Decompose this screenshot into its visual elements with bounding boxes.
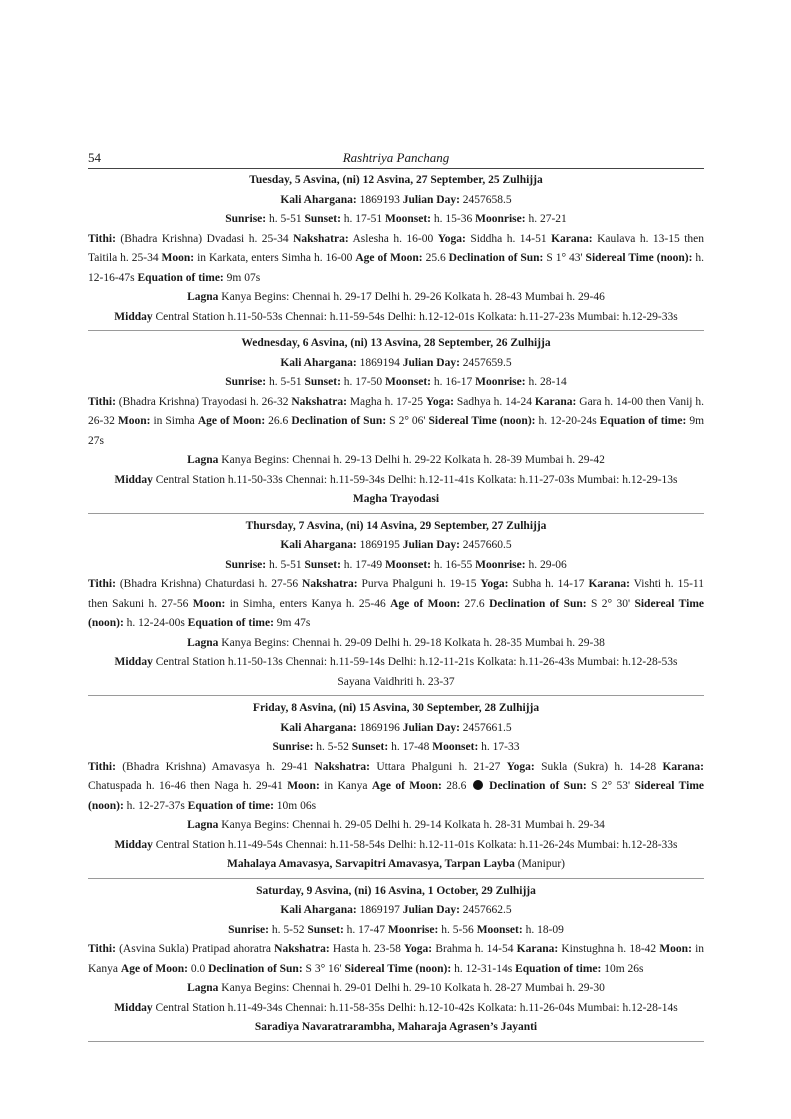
- lagna-text: Kanya Begins: Chennai h. 29-17 Delhi h. 29-26 Kolkata h. 28-43 Mumbai h. 29-46: [218, 291, 605, 303]
- julian-label: Julian Day:: [402, 904, 460, 916]
- midday-label: Midday: [114, 1001, 153, 1014]
- festival-name: Magha Trayodasi: [352, 493, 440, 505]
- sun-moon-label: Moonset:: [385, 376, 431, 388]
- sun-moon-value: h. 17-50: [340, 376, 385, 388]
- sun-moon-line: [88, 921, 704, 941]
- lagna-line: [88, 816, 704, 836]
- sun-moon-value: h. 17-48: [388, 741, 433, 753]
- detail-label: Karana:: [551, 232, 593, 245]
- sun-moon-label: Sunset:: [307, 923, 344, 936]
- sun-moon-label: Sunset:: [351, 741, 389, 753]
- sun-moon-label: Moonrise:: [475, 558, 526, 571]
- detail-label: Age of Moon:: [120, 962, 188, 975]
- detail-label: Tithi:: [88, 232, 116, 245]
- sun-moon-value: h. 29-06: [525, 558, 567, 571]
- detail-label: Sidereal Time (noon):: [428, 415, 536, 427]
- kali-label: Kali Ahargana:: [280, 904, 357, 916]
- lagna-label: Lagna: [187, 982, 219, 994]
- detail-label: Moon:: [659, 943, 692, 955]
- julian-value: 2457659.5: [459, 356, 512, 369]
- lagna-text: Kanya Begins: Chennai h. 29-13 Delhi h. 29-22 Kolkata h. 28-39 Mumbai h. 29-42: [218, 454, 605, 466]
- sun-moon-label: Moonset:: [385, 213, 431, 225]
- kali-label: Kali Ahargana:: [280, 193, 357, 206]
- sun-moon-label: Moonrise:: [387, 923, 439, 936]
- details-paragraph: Tithi: (Bhadra Krishna) Dvadasi h. 25-34 Nakshatra: Aslesha h. 16-00 Yoga: Siddha h. 14-51 Karana: Kaulava h. 13-15 then Taitila h. 25-34 Moon: in Karkata, enters Simha h. 16-00 Age of Moon: 25.6 Declination of Sun: S 1° 43' Sidereal Time (noon): h. 12-16-47s Equation of time: 9m 07s: [88, 232, 705, 284]
- detail-label: Tithi:: [88, 395, 116, 408]
- festival-line: [88, 673, 704, 693]
- sun-moon-value: h. 17-33: [478, 741, 520, 753]
- sun-moon-label: Moonrise:: [475, 213, 526, 225]
- midday-line: [88, 836, 704, 856]
- detail-label: Declination of Sun:: [448, 252, 544, 264]
- lagna-text: Kanya Begins: Chennai h. 29-05 Delhi h. 29-14 Kolkata h. 28-31 Mumbai h. 29-34: [218, 819, 605, 831]
- detail-label: Nakshatra:: [291, 395, 347, 408]
- sun-moon-label: Sunrise:: [225, 213, 267, 225]
- lagna-line: [88, 634, 704, 654]
- kali-julian-line: [88, 354, 704, 374]
- day-title: Tuesday, 5 Asvina, (ni) 12 Asvina, 27 September, 25 Zulhijja: [249, 174, 543, 186]
- detail-label: Moon:: [161, 252, 195, 264]
- julian-value: 2457658.5: [459, 193, 512, 206]
- detail-label: Sidereal Time (noon):: [585, 252, 693, 264]
- festival-line: [88, 855, 704, 875]
- lagna-text: Kanya Begins: Chennai h. 29-09 Delhi h. 29-18 Kolkata h. 28-35 Mumbai h. 29-38: [218, 636, 605, 649]
- day-entries: [88, 171, 704, 1045]
- lagna-line: [88, 288, 704, 308]
- lagna-line: [88, 979, 704, 999]
- sun-moon-label: Sunset:: [304, 376, 341, 388]
- sun-moon-value: h. 16-55: [431, 558, 476, 571]
- detail-label: Nakshatra:: [314, 760, 371, 773]
- day-entry: [88, 882, 704, 1042]
- sun-moon-label: Moonset:: [476, 923, 523, 936]
- kali-value: 1869196: [356, 721, 403, 734]
- day-title: Thursday, 7 Asvina, (ni) 14 Asvina, 29 September, 27 Zulhijja: [245, 519, 547, 532]
- detail-label: Karana:: [662, 760, 705, 773]
- day-entry: [88, 699, 704, 879]
- sun-moon-label: Sunset:: [304, 213, 341, 225]
- sun-moon-value: h. 15-36: [431, 213, 476, 225]
- julian-label: Julian Day:: [402, 539, 460, 551]
- detail-label: Nakshatra:: [274, 943, 330, 955]
- midday-text: Central Station h.11-49-54s Chennai: h.11-58-54s Delhi: h.12-11-01s Kolkata: h.11-26-24s Mumbai: h.12-28-33s: [152, 838, 678, 851]
- midday-label: Midday: [114, 838, 153, 851]
- sun-moon-value: h. 5-56: [438, 923, 477, 936]
- julian-value: 2457661.5: [459, 721, 512, 734]
- new-moon-icon: [473, 780, 483, 790]
- lagna-line: [88, 451, 704, 471]
- festival-line: [88, 1018, 704, 1038]
- page-number: 54: [88, 150, 101, 165]
- sun-moon-line: [88, 738, 704, 758]
- midday-text: Central Station h.11-50-13s Chennai: h.11-59-14s Delhi: h.12-11-21s Kolkata: h.11-26-43s Mumbai: h.12-28-53s: [152, 656, 678, 668]
- sun-moon-label: Sunrise:: [272, 741, 314, 753]
- midday-line: [88, 308, 704, 328]
- sun-moon-label: Sunrise:: [225, 376, 267, 388]
- details-paragraph: Tithi: (Bhadra Krishna) Chaturdasi h. 27-56 Nakshatra: Purva Phalguni h. 19-15 Yoga: Subha h. 14-17 Karana: Vishti h. 15-11 then Sakuni h. 27-56 Moon: in Simha, enters Kanya h. 25-46 Age of Moon: 27.6 Declination of Sun: S 2° 30' Sidereal Time (noon): h. 12-24-00s Equation of time: 9m 47s: [88, 578, 705, 629]
- kali-julian-line: [88, 901, 704, 921]
- detail-label: Yoga:: [506, 760, 535, 773]
- sun-moon-value: h. 18-09: [522, 923, 564, 936]
- sun-moon-value: h. 16-17: [431, 376, 476, 388]
- detail-label: Declination of Sun:: [208, 962, 303, 975]
- lagna-text: Kanya Begins: Chennai h. 29-01 Delhi h. 29-10 Kolkata h. 28-27 Mumbai h. 29-30: [218, 982, 605, 994]
- sun-moon-line: [88, 556, 704, 576]
- sun-moon-label: Sunset:: [304, 558, 341, 571]
- festival-name: Saradiya Navaratrarambha, Maharaja Agrasen’s Jayanti: [254, 1021, 538, 1033]
- detail-label: Sidereal Time (noon):: [88, 780, 705, 812]
- day-entry: [88, 171, 704, 331]
- detail-label: Equation of time:: [515, 962, 602, 975]
- details-paragraph: Tithi: (Bhadra Krishna) Amavasya h. 29-41 Nakshatra: Uttara Phalguni h. 21-27 Yoga: Sukla (Sukra) h. 14-28 Karana: Chatuspada h. 16-46 then Naga h. 29-41 Moon: in Kanya Age of Moon: 28.6 Declination of Sun: S 2° 53' Sidereal Time (noon): h. 12-27-37s Equation of time: 10m 06s: [88, 760, 705, 812]
- detail-label: Tithi:: [88, 943, 116, 955]
- detail-label: Nakshatra:: [302, 578, 358, 590]
- festival-line: [88, 490, 704, 510]
- midday-text: Central Station h.11-50-53s Chennai: h.11-59-54s Delhi: h.12-12-01s Kolkata: h.11-27-23s Mumbai: h.12-29-33s: [152, 310, 678, 323]
- lagna-label: Lagna: [187, 819, 219, 831]
- day-entry: [88, 517, 704, 697]
- detail-label: Yoga:: [437, 232, 466, 245]
- sun-moon-value: h. 5-51: [266, 213, 305, 225]
- detail-label: Karana:: [516, 943, 559, 955]
- sun-moon-value: h. 27-21: [525, 213, 567, 225]
- page-header: [88, 150, 704, 169]
- detail-label: Sidereal Time (noon):: [344, 962, 452, 975]
- julian-label: Julian Day:: [402, 193, 460, 206]
- kali-label: Kali Ahargana:: [280, 356, 357, 369]
- midday-label: Midday: [114, 473, 153, 486]
- sun-moon-line: [88, 210, 704, 230]
- sun-moon-label: Moonset:: [432, 741, 479, 753]
- running-title: Rashtriya Panchang: [342, 150, 450, 165]
- midday-text: Central Station h.11-50-33s Chennai: h.11-59-34s Delhi: h.12-11-41s Kolkata: h.11-27-03s Mumbai: h.12-29-13s: [152, 473, 678, 486]
- day-entry: [88, 334, 704, 514]
- kali-julian-line: [88, 719, 704, 739]
- midday-line: [88, 471, 704, 491]
- detail-label: Age of Moon:: [371, 780, 442, 792]
- detail-label: Nakshatra:: [293, 232, 349, 245]
- details-paragraph: Tithi: (Bhadra Krishna) Trayodasi h. 26-32 Nakshatra: Magha h. 17-25 Yoga: Sadhya h. 14-24 Karana: Gara h. 14-00 then Vanij h. 26-32 Moon: in Simha Age of Moon: 26.6 Declination of Sun: S 2° 06' Sidereal Time (noon): h. 12-20-24s Equation of time: 9m 27s: [88, 395, 705, 447]
- detail-label: Age of Moon:: [355, 252, 423, 264]
- sun-moon-value: h. 5-52: [313, 741, 352, 753]
- details-paragraph: Tithi: (Asvina Sukla) Pratipad ahoratra Nakshatra: Hasta h. 23-58 Yoga: Brahma h. 14-54 Karana: Kinstughna h. 18-42 Moon: in Kanya Age of Moon: 0.0 Declination of Sun: S 3° 16' Sidereal Time (noon): h. 12-31-14s Equation of time: 10m 26s: [88, 943, 705, 975]
- festival-note: Sayana Vaidhriti h. 23-37: [337, 675, 455, 688]
- julian-value: 2457662.5: [459, 904, 512, 916]
- sun-moon-value: h. 17-49: [340, 558, 385, 571]
- lagna-label: Lagna: [187, 636, 219, 649]
- detail-label: Yoga:: [425, 395, 454, 408]
- day-title: Friday, 8 Asvina, (ni) 15 Asvina, 30 September, 28 Zulhijja: [252, 702, 540, 714]
- julian-value: 2457660.5: [459, 539, 512, 551]
- midday-label: Midday: [114, 310, 153, 323]
- detail-label: Declination of Sun:: [291, 415, 387, 427]
- kali-value: 1869195: [356, 539, 403, 551]
- kali-value: 1869197: [356, 904, 403, 916]
- detail-label: Declination of Sun:: [489, 780, 587, 792]
- festival-name: Mahalaya Amavasya, Sarvapitri Amavasya, Tarpan Layba: [227, 858, 515, 870]
- detail-label: Age of Moon:: [197, 415, 266, 427]
- sun-moon-label: Moonset:: [385, 558, 431, 571]
- detail-label: Equation of time:: [137, 271, 224, 284]
- midday-label: Midday: [114, 656, 153, 668]
- detail-label: Karana:: [534, 395, 577, 408]
- kali-value: 1869193: [356, 193, 403, 206]
- festival-note: (Manipur): [514, 858, 565, 870]
- sun-moon-label: Sunrise:: [228, 923, 269, 936]
- sun-moon-value: h. 17-47: [343, 923, 388, 936]
- kali-label: Kali Ahargana:: [280, 539, 357, 551]
- midday-line: [88, 999, 704, 1019]
- kali-julian-line: [88, 536, 704, 556]
- detail-label: Yoga:: [480, 578, 509, 590]
- detail-label: Equation of time:: [187, 799, 274, 812]
- julian-label: Julian Day:: [402, 356, 460, 369]
- detail-label: Declination of Sun:: [489, 597, 587, 610]
- sun-moon-line: [88, 373, 704, 393]
- day-title: Saturday, 9 Asvina, (ni) 16 Asvina, 1 October, 29 Zulhijja: [256, 884, 536, 897]
- lagna-label: Lagna: [187, 454, 219, 466]
- detail-label: Age of Moon:: [390, 597, 461, 610]
- detail-label: Yoga:: [404, 943, 433, 955]
- detail-label: Moon:: [117, 415, 151, 427]
- sun-moon-value: h. 17-51: [340, 213, 385, 225]
- kali-label: Kali Ahargana:: [280, 721, 357, 734]
- sun-moon-value: h. 28-14: [525, 376, 567, 388]
- kali-value: 1869194: [356, 356, 403, 369]
- sun-moon-label: Moonrise:: [475, 376, 526, 388]
- sun-moon-value: h. 5-52: [269, 923, 308, 936]
- sun-moon-value: h. 5-51: [266, 558, 305, 571]
- day-title: Wednesday, 6 Asvina, (ni) 13 Asvina, 28 September, 26 Zulhijja: [241, 337, 551, 349]
- sun-moon-value: h. 5-51: [266, 376, 305, 388]
- sun-moon-label: Sunrise:: [225, 558, 267, 571]
- kali-julian-line: [88, 191, 704, 211]
- detail-label: Moon:: [287, 780, 320, 792]
- detail-label: Tithi:: [88, 578, 116, 590]
- detail-label: Moon:: [192, 597, 226, 610]
- detail-label: Equation of time:: [599, 415, 687, 427]
- lagna-label: Lagna: [187, 291, 219, 303]
- detail-label: Karana:: [588, 578, 630, 590]
- detail-label: Tithi:: [88, 760, 116, 773]
- julian-label: Julian Day:: [402, 721, 460, 734]
- midday-line: [88, 653, 704, 673]
- detail-label: Equation of time:: [187, 617, 274, 629]
- midday-text: Central Station h.11-49-34s Chennai: h.11-58-35s Delhi: h.12-10-42s Kolkata: h.11-26-04s Mumbai: h.12-28-14s: [152, 1001, 678, 1014]
- detail-label: Sidereal Time (noon):: [88, 597, 705, 629]
